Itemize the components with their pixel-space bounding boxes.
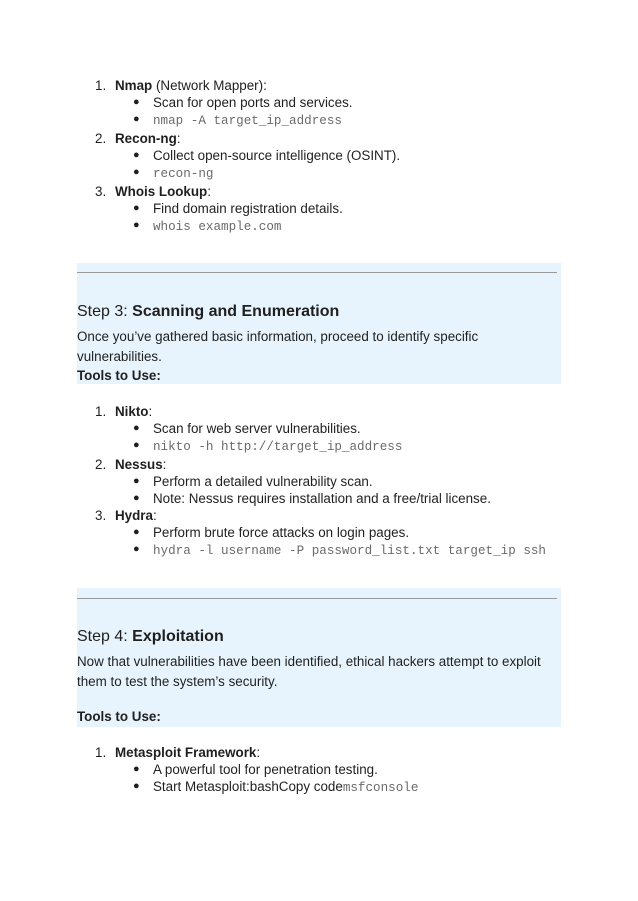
code-snippet: nmap -A target_ip_address (153, 114, 342, 128)
list-item (95, 183, 400, 200)
step4-title: Exploitation (132, 628, 224, 645)
bullet-item (95, 761, 418, 778)
step4-prefix: Step 4: (77, 628, 133, 645)
code-snippet: recon-ng (153, 167, 214, 181)
list-number: 3. (95, 508, 107, 523)
bullet-dot-icon: ● (133, 780, 140, 792)
bullet-item (95, 420, 546, 437)
tool-suffix: : (176, 131, 181, 146)
list-number: 2. (95, 457, 107, 472)
list-number: 1. (95, 78, 107, 93)
section-divider (77, 272, 557, 273)
code-snippet: nikto -h http://target_ip_address (153, 440, 403, 454)
code-snippet: hydra -l username -P password_list.txt target_ip ssh (153, 544, 546, 558)
bullet-item (95, 524, 546, 541)
bullet-item (95, 164, 400, 183)
tool-suffix: : (162, 457, 167, 472)
bullet-dot-icon: ● (133, 439, 140, 451)
bullet-item (95, 541, 546, 560)
bullet-dot-icon: ● (133, 96, 140, 108)
step3-heading (77, 302, 339, 322)
list-item (95, 456, 546, 473)
tool-name: Metasploit Framework (115, 745, 257, 760)
list-number: 2. (95, 131, 107, 146)
list-item (95, 77, 400, 94)
bullet-text: Perform brute force attacks on login pages. (153, 525, 410, 540)
bullet-item (95, 437, 546, 456)
list-item (95, 744, 418, 761)
bullet-item (95, 490, 546, 507)
bullet-dot-icon: ● (133, 475, 140, 487)
bullet-item (95, 94, 400, 111)
code-snippet: msfconsole (342, 781, 419, 795)
bullet-dot-icon: ● (133, 202, 140, 214)
bullet-text: Find domain registration details. (153, 201, 343, 216)
bullet-dot-icon: ● (133, 492, 140, 504)
tool-suffix: : (207, 184, 211, 199)
step4-heading (77, 627, 224, 647)
section-divider (77, 598, 557, 599)
bullet-item (95, 111, 400, 130)
bullet-text: Scan for open ports and services. (153, 95, 353, 110)
bullet-dot-icon: ● (133, 543, 140, 555)
list-number: 1. (95, 745, 107, 760)
tool-name: Whois Lookup (115, 184, 208, 199)
bullet-text: Perform a detailed vulnerability scan. (153, 474, 373, 489)
bullet-text: Collect open-source intelligence (OSINT). (153, 148, 401, 163)
tool-list-scanning (95, 403, 546, 560)
tool-suffix: : (148, 404, 153, 419)
code-snippet: whois example.com (153, 220, 282, 234)
step3-tools-label: Tools to Use: (77, 368, 161, 383)
bullet-dot-icon: ● (133, 763, 140, 775)
step4-paragraph: Now that vulnerabilities have been identified, ethical hackers attempt to exploit them to test the system’s security. (77, 654, 541, 689)
step3-title: Scanning and Enumeration (132, 303, 340, 320)
bullet-dot-icon: ● (133, 113, 140, 125)
bullet-dot-icon: ● (133, 526, 140, 538)
tool-name: Nikto (115, 404, 149, 419)
list-number: 3. (95, 184, 107, 199)
list-item (95, 403, 546, 420)
tool-name: Nessus (115, 457, 163, 472)
bullet-item (95, 217, 400, 236)
step3-paragraph: Once you’ve gathered basic information, proceed to identify specific vulnerabilities. (77, 329, 479, 364)
tool-list-exploitation (95, 744, 418, 797)
bullet-item (95, 147, 400, 164)
bullet-dot-icon: ● (133, 166, 140, 178)
bullet-item (95, 200, 400, 217)
bullet-text: A powerful tool for penetration testing. (153, 762, 378, 777)
bullet-item (95, 473, 546, 490)
step3-prefix: Step 3: (77, 303, 133, 320)
step4-tools-label: Tools to Use: (77, 709, 161, 724)
tool-suffix: : (152, 508, 157, 523)
bullet-text: Note: Nessus requires installation and a free/trial license. (153, 491, 491, 506)
tool-list-recon (95, 77, 400, 236)
bullet-dot-icon: ● (133, 219, 140, 231)
bullet-text: Scan for web server vulnerabilities. (153, 421, 361, 436)
tool-name: Hydra (115, 508, 153, 523)
tool-name: Nmap (115, 78, 153, 93)
bullet-dot-icon: ● (133, 422, 140, 434)
bullet-item (95, 778, 418, 797)
list-item (95, 507, 546, 524)
tool-name: Recon-ng (115, 131, 177, 146)
bullet-text: Start Metasploit:bashCopy code (153, 779, 343, 794)
bullet-dot-icon: ● (133, 149, 140, 161)
list-item (95, 130, 400, 147)
tool-suffix: (Network Mapper): (152, 78, 267, 93)
list-number: 1. (95, 404, 107, 419)
tool-suffix: : (256, 745, 261, 760)
